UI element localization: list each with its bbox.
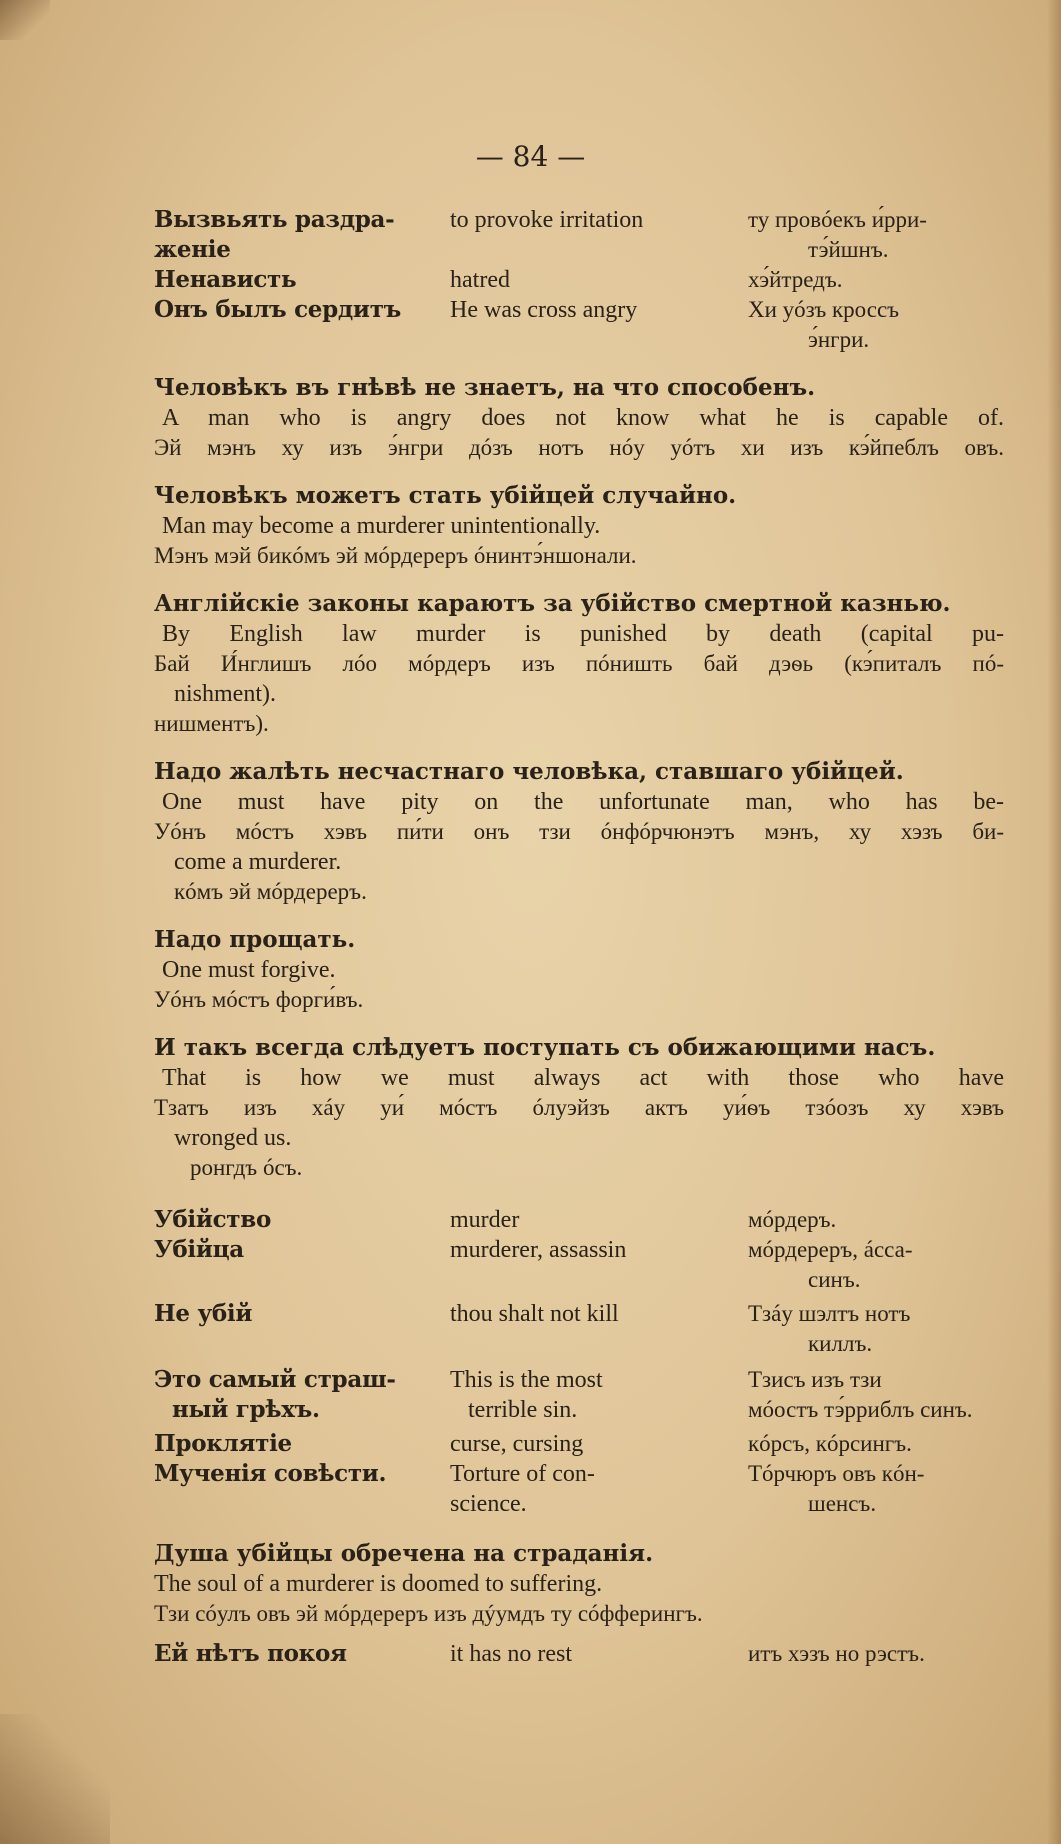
vocab-row: [154, 1235, 1004, 1295]
vocab-ru: Не убій: [154, 1300, 253, 1327]
vocab-tr: ту провóекъ и́рри-: [748, 207, 927, 232]
vocab-tr-cont: э́нгри.: [808, 327, 870, 352]
vocab-ru: Ей нѣтъ покоя: [154, 1640, 347, 1667]
vocab-tr-cont: шенсъ.: [808, 1491, 877, 1516]
sentence-ru: Человѣкъ можетъ стать убійцей случайно.: [154, 482, 737, 509]
vocab-ru: Убійство: [154, 1206, 271, 1233]
vocab-en-cont: science.: [450, 1491, 527, 1517]
sentence-ru: И такъ всегда слѣдуетъ поступать съ обижающими насъ.: [154, 1034, 936, 1061]
vocab-ru: Проклятіе: [154, 1430, 292, 1457]
vocab-ru: Ненависть: [154, 266, 297, 293]
sentence-block: [154, 373, 1004, 463]
vocab-ru: Это самый страш-: [154, 1366, 396, 1393]
vocab-en: curse, cursing: [450, 1431, 584, 1457]
vocab-ru: Мученія совѣсти.: [154, 1460, 387, 1487]
vocab-row: [154, 265, 1004, 295]
vocab-en: hatred: [450, 267, 510, 293]
sentence-ru: Надо жалѣть несчастнаго человѣка, ставшаго убійцей.: [154, 758, 904, 785]
sentence-ru: Человѣкъ въ гнѣвѣ не знаетъ, на что способенъ.: [154, 374, 816, 401]
page-corner-wear: [0, 1714, 110, 1844]
vocab-en: to provoke irritation: [450, 207, 644, 233]
sentence-ru: Душа убійцы обречена на страданія.: [154, 1540, 654, 1567]
sentence-tr-cont: нишментъ).: [154, 711, 269, 736]
vocab-row: [154, 295, 1004, 355]
sentence-block: [154, 481, 1004, 571]
sentence-en-cont: nishment).: [174, 681, 276, 707]
sentence-tr-cont: кóмъ эй мóрдереръ.: [174, 879, 367, 904]
sentence-tr: Бай И́нглишъ лóо мóрдеръ изъ пóништь бай дэѳь (кэ́питалъ пó-: [154, 651, 1004, 676]
vocab-tr: Тóрчюръ овъ кóн-: [748, 1461, 925, 1486]
vocab-row: [154, 1429, 1004, 1459]
sentence-ru: Надо прощать.: [154, 926, 356, 953]
page-corner-stain: [0, 0, 50, 40]
sentence-tr: Мэнъ мэй бикóмъ эй мóрдереръ óнинтэ́ншонали.: [154, 543, 637, 568]
vocab-en-cont: terrible sin.: [468, 1397, 578, 1423]
sentence-ru: Англійскіе законы караютъ за убійство смертной казнью.: [154, 590, 951, 617]
sentence-block: [154, 1539, 1004, 1629]
vocab-en: He was cross angry: [450, 297, 638, 323]
sentence-en: That is how we must always act with those who have: [162, 1065, 1004, 1091]
vocab-table-2: [154, 1205, 1004, 1519]
sentence-en: The soul of a murderer is doomed to suffering.: [154, 1571, 603, 1597]
vocab-tr: кóрсъ, кóрсингъ.: [748, 1431, 912, 1456]
vocab-tr-cont: киллъ.: [808, 1331, 873, 1356]
vocab-tr: Тзáу шэлтъ нотъ: [748, 1301, 911, 1326]
vocab-ru-cont: ный грѣхъ.: [172, 1396, 320, 1423]
vocab-tr: хэ́йтредъ.: [748, 267, 843, 292]
vocab-tr-cont: синъ.: [808, 1267, 861, 1292]
vocab-row: [154, 205, 1004, 265]
sentence-block: [154, 925, 1004, 1015]
sentence-en: A man who is angry does not know what he is capable of.: [162, 405, 1004, 431]
page-number: — 84 —: [475, 140, 586, 173]
sentence-en-cont: come a murderer.: [174, 849, 342, 875]
vocab-row: [154, 1299, 1004, 1359]
vocab-tr: мóрдеръ.: [748, 1207, 837, 1232]
vocab-en: murderer, assassin: [450, 1237, 627, 1263]
vocab-tr: Хи уóзъ кроссъ: [748, 297, 900, 322]
sentence-en: By English law murder is punished by death (capital pu-: [162, 621, 1004, 647]
vocab-tr: мóрдереръ, áсса-: [748, 1237, 913, 1262]
vocab-row: [154, 1365, 1004, 1425]
sentence-en: Man may become a murderer unintentionally.: [162, 513, 601, 539]
sentence-tr: Уóнъ мóстъ форги́въ.: [154, 987, 364, 1012]
sentence-tr-cont: ронгдъ óсъ.: [190, 1155, 303, 1180]
vocab-row: [154, 1205, 1004, 1235]
vocab-ru: Убійца: [154, 1236, 244, 1263]
vocab-tr-cont: мóостъ тэ́рриблъ синъ.: [748, 1397, 973, 1422]
sentence-tr: Эй мэнъ ху изъ э́нгри дóзъ нотъ нóу уóтъ хи изъ кэ́йпеблъ овъ.: [154, 435, 1004, 460]
sentence-tr: Тзатъ изъ хáу уи́ мóстъ óлуэйзъ актъ уи́ѳъ тзóозъ ху хэвъ: [154, 1095, 1004, 1120]
vocab-tr: итъ хэзъ но рэстъ.: [748, 1641, 925, 1666]
page-edge-shadow: [1047, 0, 1061, 1844]
page-content: [154, 205, 1004, 1669]
vocab-ru: Онъ былъ сердитъ: [154, 296, 401, 323]
vocab-table-1: [154, 205, 1004, 355]
vocab-en: Torture of con-: [450, 1461, 595, 1487]
vocab-en: This is the most: [450, 1367, 603, 1393]
sentence-tr: Тзи сóулъ овъ эй мóрдереръ изъ дýумдъ ту сóфферингъ.: [154, 1601, 703, 1626]
vocab-tr-cont: тэ́йшнъ.: [808, 237, 889, 262]
vocab-tr: Тзисъ изъ тзи: [748, 1367, 882, 1392]
vocab-row-last: [154, 1639, 1004, 1669]
vocab-ru-cont: женіе: [154, 236, 231, 263]
sentence-block: [154, 1033, 1004, 1183]
sentence-tr: Уóнъ мóстъ хэвъ пи́ти онъ тзи óнфóрчюнэтъ мэнъ, ху хэзъ би-: [154, 819, 1004, 844]
sentence-en: One must have pity on the unfortunate man, who has be-: [162, 789, 1004, 815]
sentence-block: [154, 757, 1004, 907]
sentence-block: [154, 589, 1004, 739]
vocab-en: thou shalt not kill: [450, 1301, 619, 1327]
vocab-ru: Вызвьять раздра-: [154, 206, 395, 233]
vocab-en: it has no rest: [450, 1641, 572, 1667]
sentence-en: One must forgive.: [162, 957, 336, 983]
vocab-en: murder: [450, 1207, 520, 1233]
sentence-en-cont: wronged us.: [174, 1125, 292, 1151]
vocab-row: [154, 1459, 1004, 1519]
